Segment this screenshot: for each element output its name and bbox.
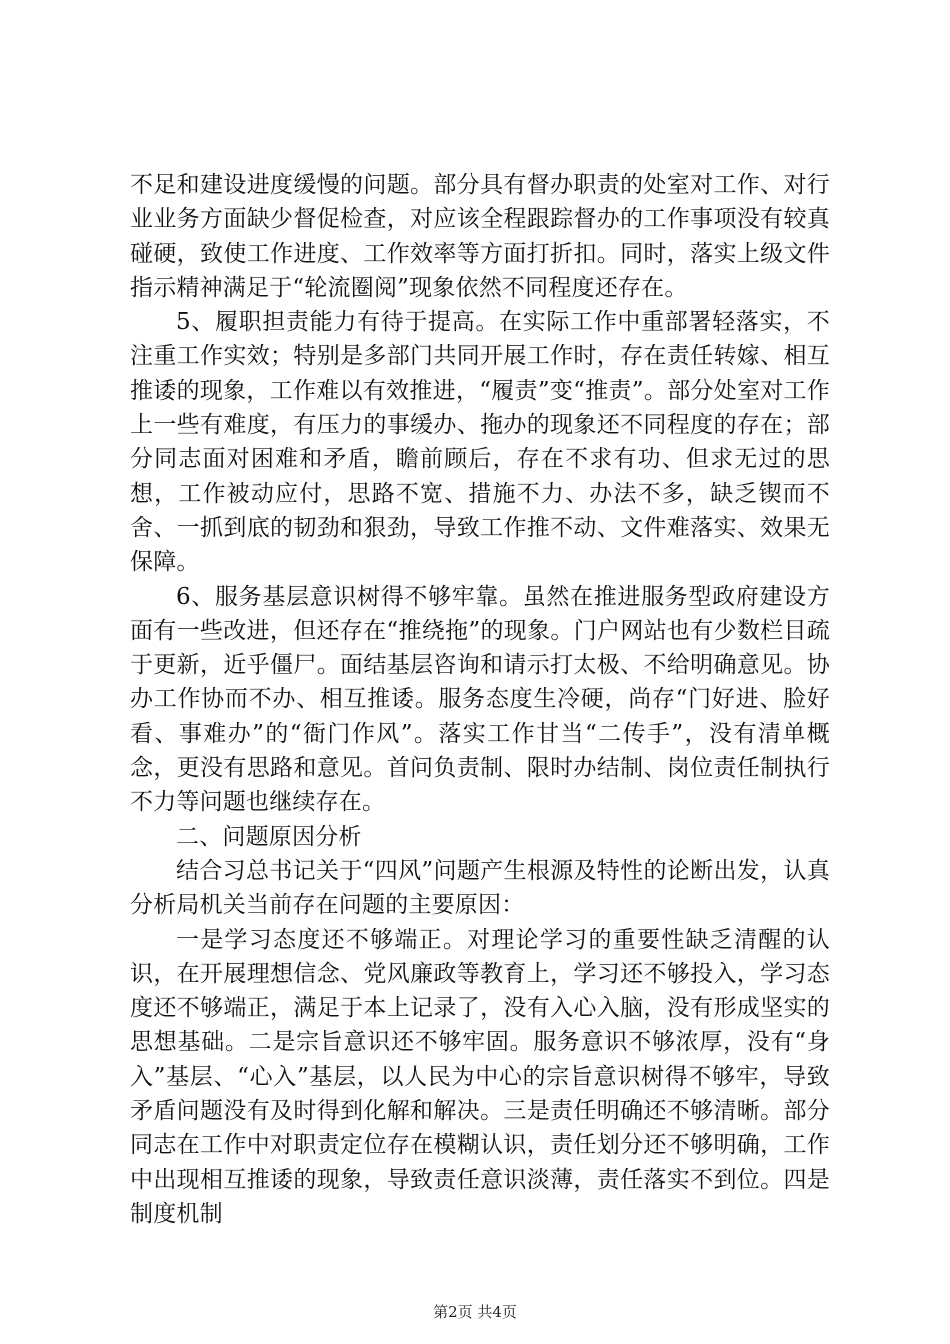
page-footer: 第2页 共4页 <box>433 1303 517 1321</box>
paragraph-1: 不足和建设进度缓慢的问题。部分具有督办职责的处室对工作、对行业业务方面缺少督促检查，对应该全程跟踪督办的工作事项没有较真碰硬，致使工作进度、工作效率等方面打折扣。同时，落实上级文件指示精神满足于“轮流圈阅”现象依然不同程度还存在。 <box>130 172 830 301</box>
document-body <box>130 168 830 1231</box>
paragraph-4: 结合习总书记关于“四风”问题产生根源及特性的论断出发，认真分析局机关当前存在问题的主要原因： <box>130 857 830 919</box>
paragraph-5: 一是学习态度还不够端正。对理论学习的重要性缺乏清醒的认识，在开展理想信念、党风廉政等教育上，学习还不够投入，学习态度还不够端正，满足于本上记录了，没有入心入脑，没有形成坚实的思想基础。二是宗旨意识还不够牢固。服务意识不够浓厚，没有“身入”基层、“心入”基层，以人民为中心的宗旨意识树得不够牢，导致矛盾问题没有及时得到化解和解决。三是责任明确还不够清晰。部分同志在工作中对职责定位存在模糊认识，责任划分还不够明确，工作中出现相互推诿的现象，导致责任意识淡薄，责任落实不到位。四是制度机制 <box>130 926 830 1227</box>
paragraph-2: 5、履职担责能力有待于提高。在实际工作中重部署轻落实，不注重工作实效；特别是多部门共同开展工作时，存在责任转嫁、相互推诿的现象，工作难以有效推进，“履责”变“推责”。部分处室对工作上一些有难度，有压力的事缓办、拖办的现象还不同程度的存在；部分同志面对困难和矛盾，瞻前顾后，存在不求有功、但求无过的思想，工作被动应付，思路不宽、措施不力、办法不多，缺乏锲而不舍、一抓到底的韧劲和狠劲，导致工作推不动、文件难落实、效果无保障。 <box>130 309 830 576</box>
section-heading: 二、问题原因分析 <box>176 823 362 850</box>
paragraph-3: 6、服务基层意识树得不够牢靠。虽然在推进服务型政府建设方面有一些改进，但还存在“推绕拖”的现象。门户网站也有少数栏目疏于更新，近乎僵尸。面结基层咨询和请示打太极、不给明确意见。协办工作协而不办、相互推诿。服务态度生冷硬，尚存“门好进、脸好看、事难办”的“衙门作风”。落实工作甘当“二传手”，没有清单概念，更没有思路和意见。首问负责制、限时办结制、岗位责任制执行不力等问题也继续存在。 <box>130 583 830 816</box>
